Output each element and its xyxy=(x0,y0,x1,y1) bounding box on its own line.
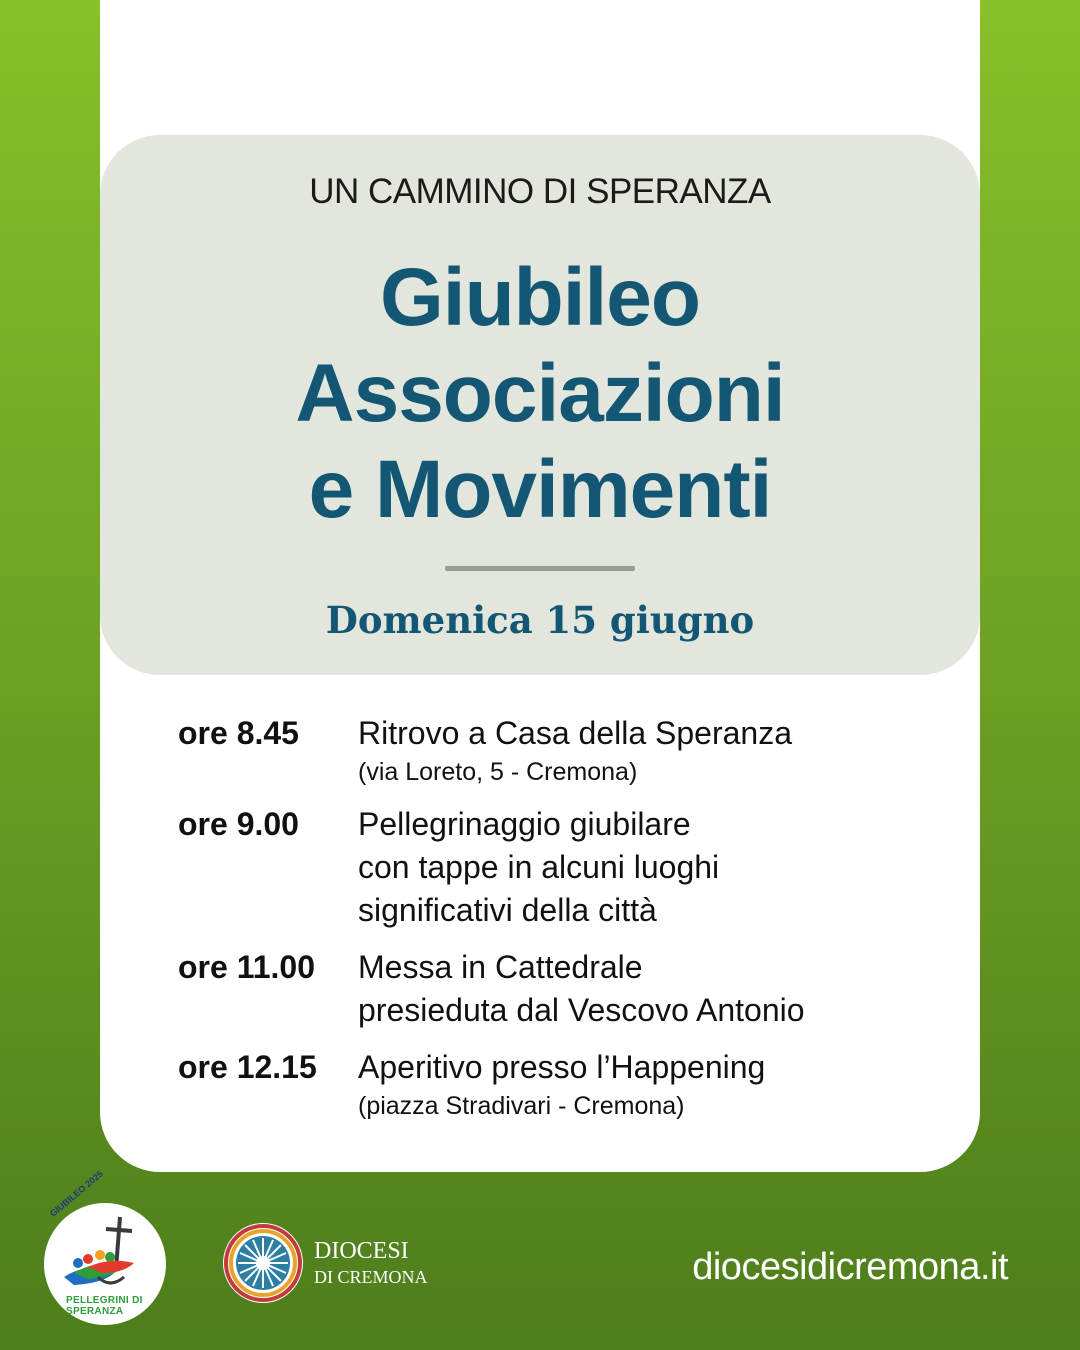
schedule-item xyxy=(178,712,958,789)
schedule-desc: con tappe in alcuni luoghi xyxy=(358,849,720,885)
schedule-desc: Messa in Cattedrale xyxy=(358,949,643,985)
schedule-item xyxy=(178,1046,958,1123)
schedule-desc: significativi della città xyxy=(358,892,657,928)
event-card xyxy=(100,0,980,1172)
schedule-note: (piazza Stradivari - Cremona) xyxy=(358,1092,685,1120)
diocese-name-line2: DI CREMONA xyxy=(314,1267,428,1287)
diocese-name-line1: DIOCESI xyxy=(314,1238,409,1264)
website-link[interactable]: diocesidicremona.it xyxy=(692,1246,1008,1288)
schedule-desc: Pellegrinaggio giubilare xyxy=(358,806,691,842)
title-line: Associazioni xyxy=(295,348,785,439)
schedule-desc: Aperitivo presso l’Happening xyxy=(358,1049,766,1085)
divider xyxy=(445,566,635,571)
jubilee-logo xyxy=(44,1168,166,1325)
event-date: Domenica 15 giugno xyxy=(325,598,755,642)
title-line: e Movimenti xyxy=(308,444,772,535)
schedule-item xyxy=(178,803,958,932)
diocese-rosette-icon xyxy=(222,1222,304,1304)
schedule-time: ore 8.45 xyxy=(178,715,299,751)
jubilee-bottom-text: PELLEGRINI DI SPERANZA xyxy=(66,1295,143,1317)
schedule-note: (via Loreto, 5 - Cremona) xyxy=(358,758,638,786)
jubilee-top-text: GIUBILEO 2025 xyxy=(48,1168,106,1219)
diocese-name xyxy=(314,1238,428,1290)
kicker-text: UN CAMMINO DI SPERANZA xyxy=(309,172,771,211)
schedule-time: ore 11.00 xyxy=(178,949,315,985)
schedule-item xyxy=(178,946,958,1032)
schedule-desc: presieduta dal Vescovo Antonio xyxy=(358,992,805,1028)
title-line: Giubileo xyxy=(380,252,700,343)
schedule-time: ore 12.15 xyxy=(178,1049,317,1085)
page-title xyxy=(100,250,980,538)
schedule-list xyxy=(178,712,958,1137)
schedule-time: ore 9.00 xyxy=(178,806,299,842)
schedule-desc: Ritrovo a Casa della Speranza xyxy=(358,715,793,751)
